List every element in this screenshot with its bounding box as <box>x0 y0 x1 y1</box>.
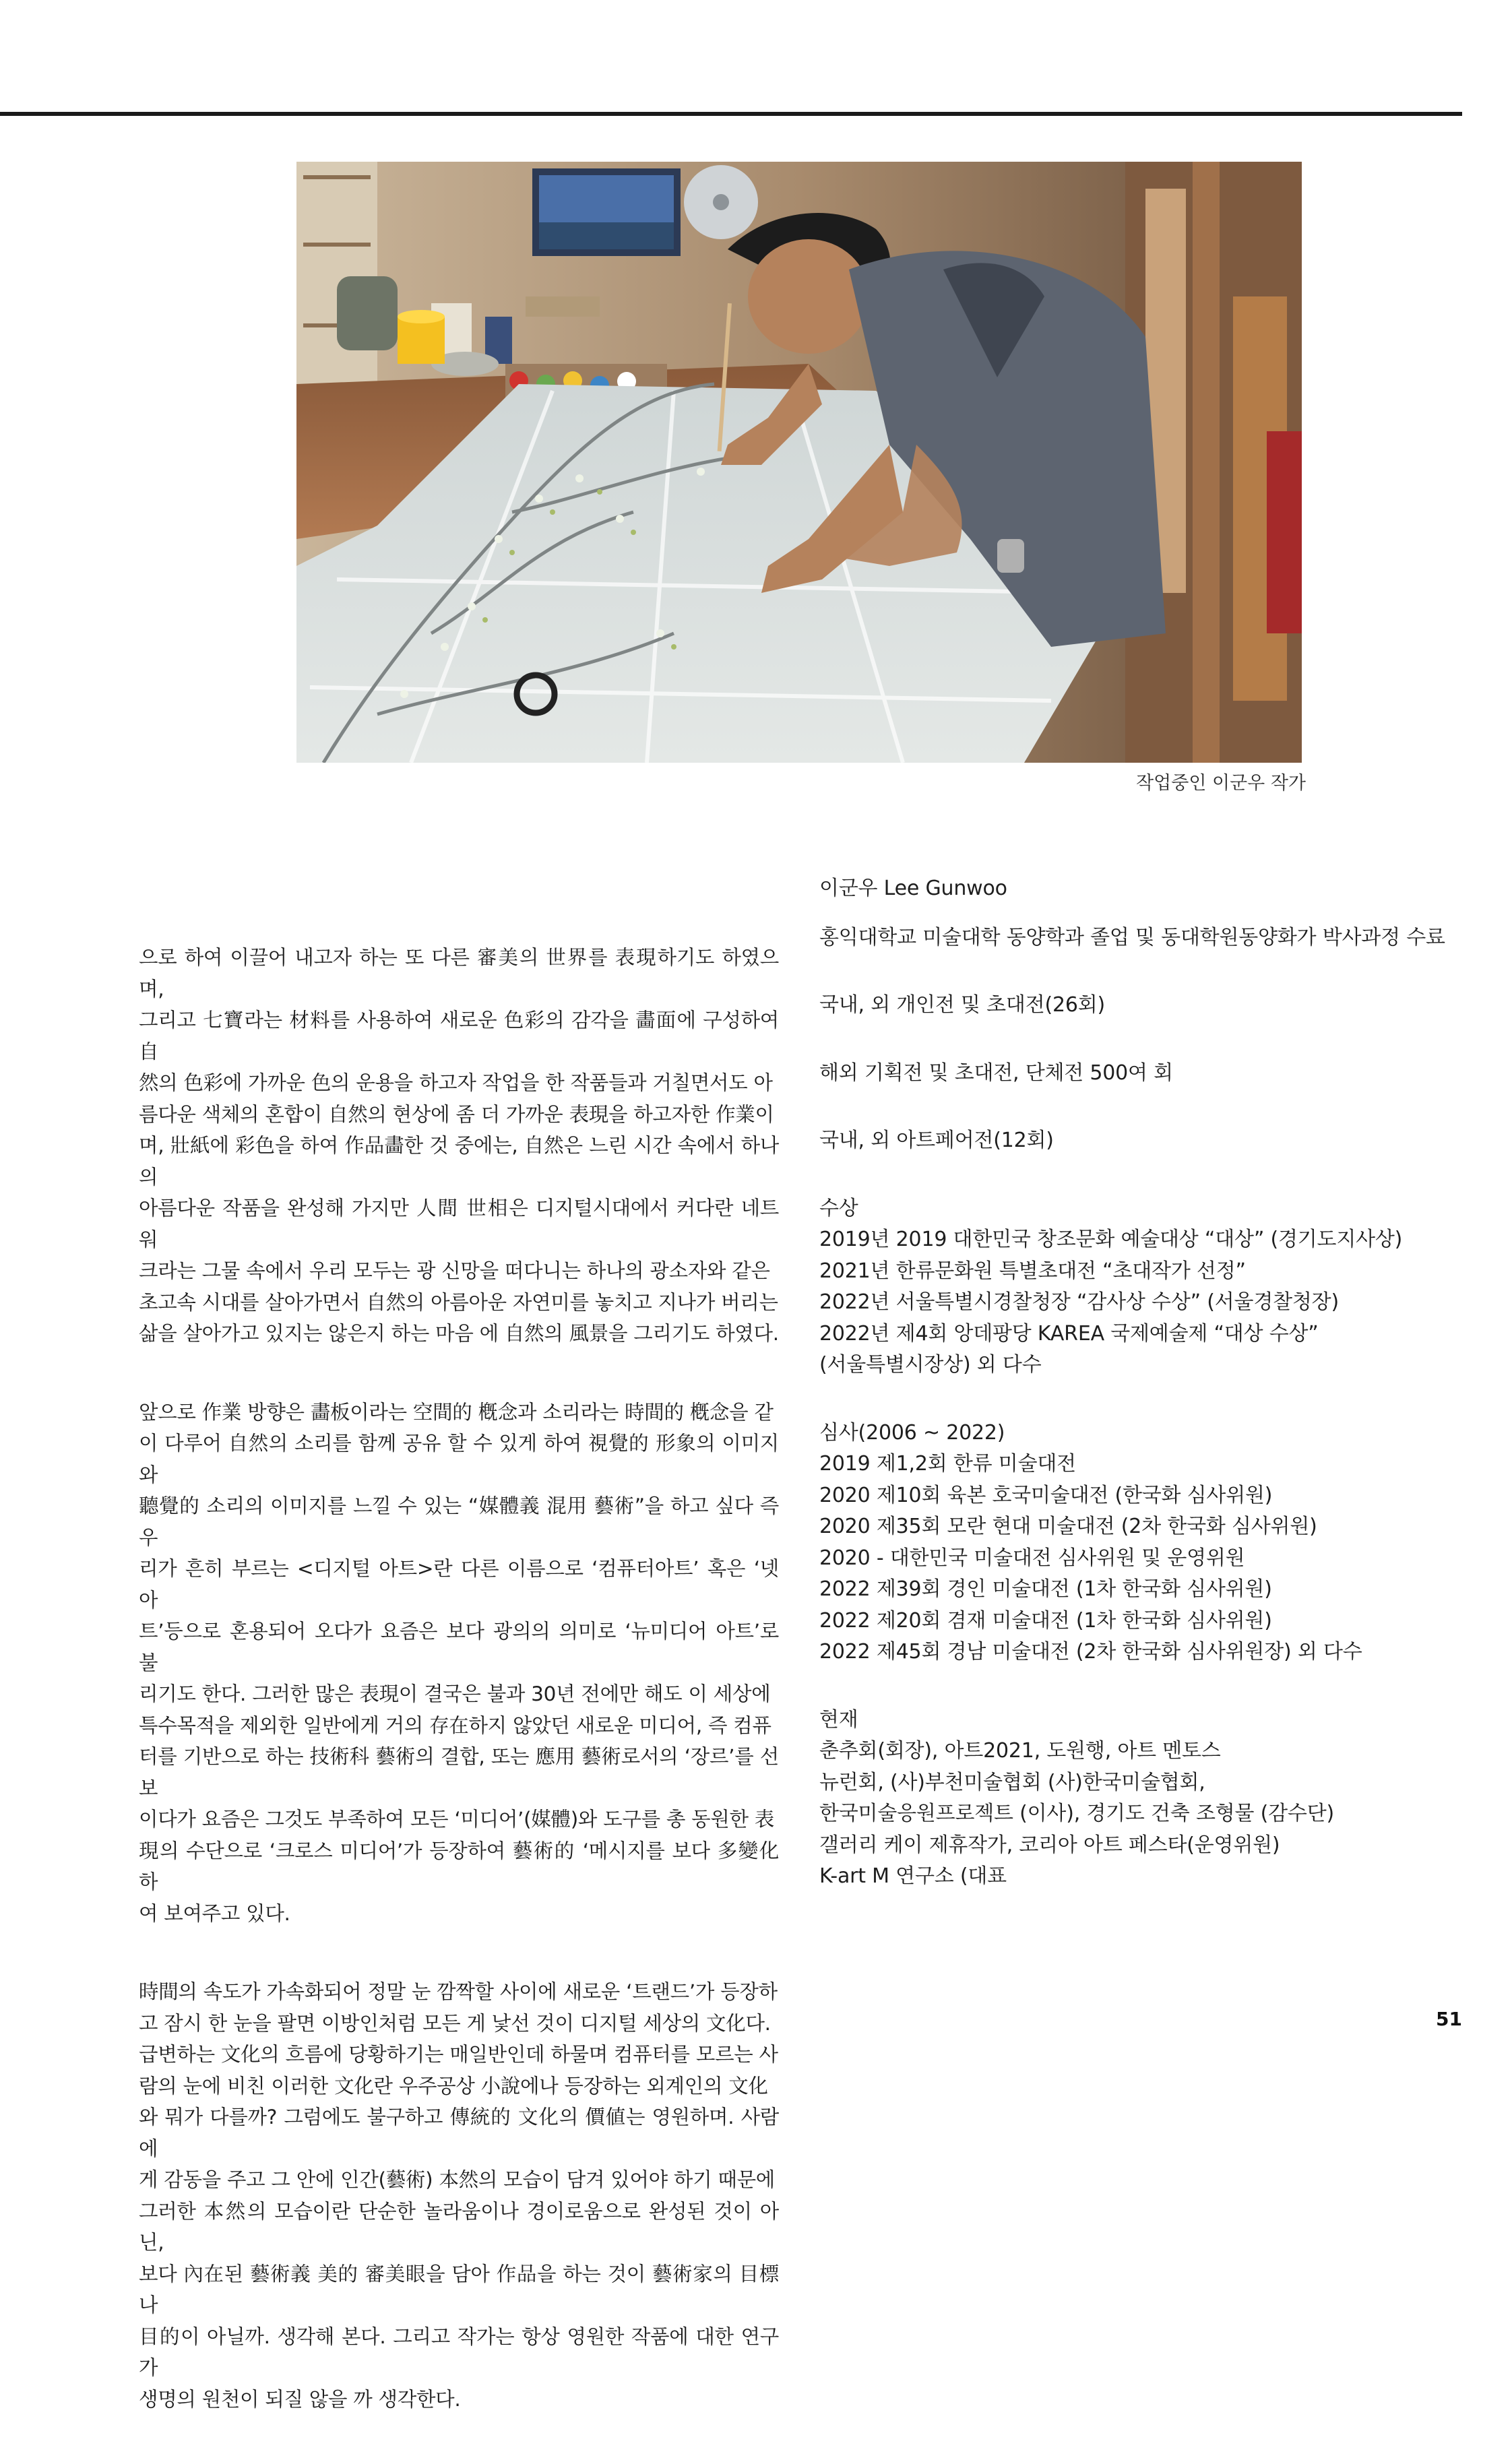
jury-item: 2020 제10회 육본 호국미술대전 (한국화 심사위원) <box>819 1483 1273 1507</box>
group-exhibitions-line: 해외 기획전 및 초대전, 단체전 500여 회 <box>819 1061 1173 1085</box>
artist-profile-column <box>819 873 1466 1893</box>
current-item: 뉴런회, (사)부천미술협회 (사)한국미술협회, <box>819 1770 1205 1794</box>
award-item: 2022년 서울특별시경찰청장 “감사상 수상” (서울경찰청장) <box>819 1290 1339 1314</box>
award-item: 2021년 한류문화원 특별초대전 “초대작가 선정” <box>819 1259 1246 1283</box>
jury-item: 2022 제20회 겸재 미술대전 (1차 한국화 심사위원) <box>819 1608 1272 1633</box>
body-paragraph-3: 時間의 속도가 가속화되어 정말 눈 깜짝할 사이에 새로운 ‘트랜드’가 등장하 고 잠시 한 눈을 팔면 이방인처럼 모든 게 낯선 것이 디지털 세상의 文化다. 급변하는 文化의 흐름에 당황하기는 매일반인데 하물며 컴퓨터를 모르는 사 람의 눈에 비친 이러한 文化란 우주공상 小說에나 등장하는 외계인의 文化 와 뭐가 다를까? 그럼에도 불구하고 傳統的 文化의 價値는 영원하며. 사람에 게 감동을 주고 그 안에 인간(藝術) 本然의 모습이 담겨 있어야 하기 때문에 그러한 本然의 모습이란 단순한 놀라움이나 경이로움으로 완성된 것이 아닌, 보다 內在된 藝術義 美的 審美眼을 담아 作品을 하는 것이 藝術家의 目標나 目的이 아닐까. 생각해 본다. 그리고 작가는 항상 영원한 작품에 대한 연구가 생명의 원천이 되질 않을 까 생각한다. <box>139 1980 779 2411</box>
current-item: 춘추회(회장), 아트2021, 도원행, 아트 멘토스 <box>819 1739 1221 1763</box>
artist-name: 이군우 Lee Gunwoo <box>819 877 1007 900</box>
artist-at-work-photo <box>296 162 1302 763</box>
top-rule <box>0 112 1462 116</box>
award-item: 2022년 제4회 앙데팡당 KAREA 국제예술제 “대상 수상” <box>819 1321 1319 1346</box>
jury-item: 2020 제35회 모란 현대 미술대전 (2차 한국화 심사위원) <box>819 1515 1317 1538</box>
current-item: K-art M 연구소 (대표 <box>819 1864 1007 1888</box>
art-fair-line: 국내, 외 아트페어전(12회) <box>819 1129 1054 1152</box>
current-item: 갤러리 케이 제휴작가, 코리아 아트 페스타(운영위원) <box>819 1833 1280 1857</box>
photo-caption: 작업중인 이군우 작가 <box>1136 773 1306 794</box>
jury-item: 2022 제39회 경인 미술대전 (1차 한국화 심사위원) <box>819 1577 1272 1601</box>
jury-item: 2019 제1,2회 한류 미술대전 <box>819 1452 1076 1476</box>
body-paragraph-2: 앞으로 作業 방향은 畵板이라는 空間的 槪念과 소리라는 時間的 槪念을 같 이 다루어 自然의 소리를 함께 공유 할 수 있게 하여 視覺的 形象의 이미지와 聽覺的 소리의 이미지를 느낄 수 있는 “媒體義 混用 藝術”을 하고 싶다 즉 우 리가 흔히 부르는 <디지털 아트>란 다른 이름으로 ‘컴퓨터아트’ 혹은 ‘넷 아 트’등으로 혼용되어 오다가 요즘은 보다 광의의 의미로 ‘뉴미디어 아트’로 불 리기도 한다. 그러한 많은 表現이 결국은 불과 30년 전에만 해도 이 세상에 특수목적을 제외한 일반에게 거의 存在하지 않았던 새로운 미디어, 즉 컴퓨 터를 기반으로 하는 技術科 藝術의 결합, 또는 應用 藝術로서의 ‘장르’를 선보 이다가 요즘은 그것도 부족하여 모든 ‘미디어’(媒體)와 도구를 총 동원한 表 現의 수단으로 ‘크로스 미디어’가 등장하여 藝術的 ‘메시지를 보다 多變化하 여 보여주고 있다. <box>139 1400 779 1925</box>
body-paragraph-1: 으로 하여 이끌어 내고자 하는 또 다른 審美의 世界를 表現하기도 하였으며, 그리고 七寶라는 材料를 사용하여 새로운 色彩의 감각을 畵面에 구성하여 自 然의 色彩에 가까운 色의 운용을 하고자 작업을 한 작품들과 거칠면서도 아 름다운 색체의 혼합이 自然의 현상에 좀 더 가까운 表現을 하고자한 作業이 며, 壯紙에 彩色을 하여 作品畵한 것 중에는, 自然은 느린 시간 속에서 하나의 아름다운 작품을 완성해 가지만 人間 世相은 디지털시대에서 커다란 네트워 크라는 그물 속에서 우리 모두는 광 신망을 떠다니는 하나의 광소자와 같은 초고속 시대를 살아가면서 自然의 아름아운 자연미를 놓치고 지나가 버리는 삶을 살아가고 있지는 않은지 하는 마음 에 自然의 風景을 그리기도 하였다. <box>139 946 779 1345</box>
body-text-column <box>139 942 779 2462</box>
jury-item: 2020 - 대한민국 미술대전 심사위원 및 운영위원 <box>819 1546 1245 1570</box>
jury-heading: 심사(2006 ~ 2022) <box>819 1420 1005 1445</box>
award-item: (서울특별시장상) 외 다수 <box>819 1353 1042 1377</box>
page-number: 51 <box>1436 2008 1462 2030</box>
jury-item: 2022 제45회 경남 미술대전 (2차 한국화 심사위원장) 외 다수 <box>819 1640 1362 1664</box>
awards-heading: 수상 <box>819 1196 858 1220</box>
current-heading: 현재 <box>819 1707 858 1732</box>
education-line: 홍익대학교 미술대학 동양학과 졸업 및 동대학원동양화가 박사과정 수료 <box>819 925 1445 949</box>
award-item: 2019년 2019 대한민국 창조문화 예술대상 “대상” (경기도지사상) <box>819 1228 1403 1251</box>
current-item: 한국미술응원프로젝트 (이사), 경기도 건축 조형물 (감수단) <box>819 1802 1334 1825</box>
solo-exhibitions-line: 국내, 외 개인전 및 초대전(26회) <box>819 993 1106 1017</box>
